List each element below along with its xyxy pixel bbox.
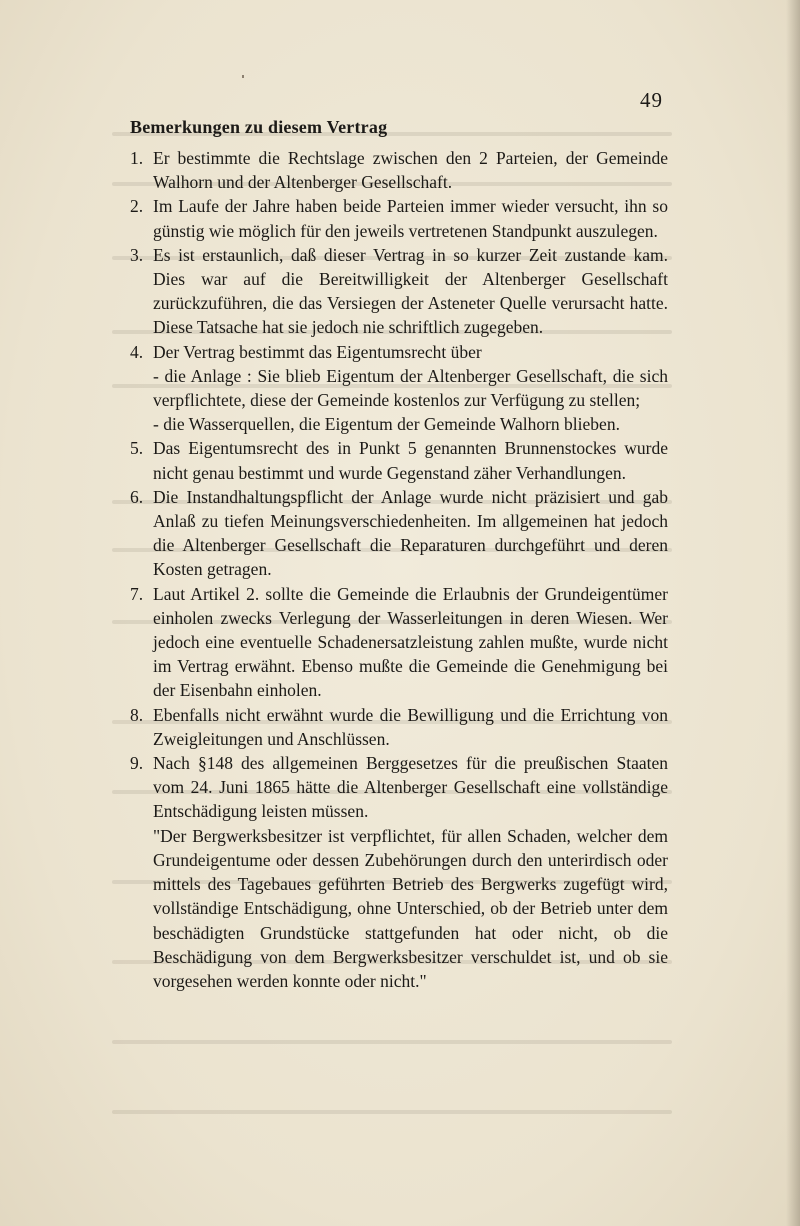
item-number: 2.: [130, 196, 144, 217]
item-text: Laut Artikel 2. sollte die Gemeinde die Erlaubnis der Grundeigentümer einholen zwecks Verlegung der Wasserleitungen in deren Wiesen. Wer jedoch eine eventuelle Schadenersatzleistung zahlen mußte, wurde nicht im Vertrag erwähnt. Ebenso mußte die Gemeinde die Genehmigung bei der Eisenbahn einholen.: [153, 583, 668, 701]
item-number: 7.: [130, 583, 144, 604]
item-number: 6.: [130, 486, 144, 507]
law-quotation: "Der Bergwerksbesitzer ist verpflichtet, für allen Schaden, welcher dem Grundeigentume oder dessen Zubehörungen durch den unterirdisch oder mittels des Tagebaues geführten Betrieb des Bergwerks zugefügt wird, vollständige Entschädigung, ohne Unterschied, ob der Betrieb unter dem beschädigten Grundstücke stattgefunden hat oder nicht, ob die Beschädigung von dem Bergwerksbesitzer verschuldet ist, und ob sie vorgesehen werden konnte oder nicht.": [153, 825, 668, 991]
item-subpoint: - die Anlage : Sie blieb Eigentum der Altenberger Gesellschaft, die sich verpflichtete, diese der Gemeinde kostenlos zur Verfügung zu stellen;: [153, 365, 668, 411]
item-text: Ebenfalls nicht erwähnt wurde die Bewilligung und die Errichtung von Zweigleitungen und Anschlüssen.: [153, 704, 668, 749]
item-text: Nach §148 des allgemeinen Berggesetzes für die preußischen Staaten vom 24. Juni 1865 hätte die Altenberger Gesellschaft eine vollständige Entschädigung leisten müssen.: [153, 753, 668, 822]
section-heading: Bemerkungen zu diesem Vertrag: [130, 117, 388, 137]
page-edge-shadow: [786, 0, 800, 1226]
item-number: 1.: [130, 148, 144, 168]
list-item: [130, 436, 668, 484]
item-number: 5.: [130, 438, 144, 459]
list-item: [130, 485, 668, 582]
item-number: 3.: [130, 244, 144, 265]
item-text: Die Instandhaltungspflicht der Anlage wurde nicht präzisiert und gab Anlaß zu tiefen Meinungsverschiedenheiten. Im allgemeinen hat jedoch die Altenberger Gesellschaft die Reparaturen durchgeführt und deren Kosten getragen.: [153, 486, 668, 580]
list-item: [130, 703, 668, 751]
list-item: [130, 243, 668, 340]
item-text: Der Vertrag bestimmt das Eigentumsrecht über: [153, 341, 482, 362]
remarks-list: [130, 146, 668, 993]
item-text: Das Eigentumsrecht des in Punkt 5 genannten Brunnenstockes wurde nicht genau bestimmt und wurde Gegenstand zäher Verhandlungen.: [153, 438, 668, 483]
item-number: 4.: [130, 341, 144, 362]
item-text: Er bestimmte die Rechtslage zwischen den 2 Parteien, der Gemeinde Walhorn und der Altenberger Gesellschaft.: [153, 148, 668, 193]
list-item: [130, 146, 668, 194]
list-item: [130, 751, 668, 824]
list-item: [130, 194, 668, 242]
page-number: 49: [640, 88, 663, 112]
item-text: Im Laufe der Jahre haben beide Parteien immer wieder versucht, ihn so günstig wie möglich für den jeweils vertretenen Standpunkt auszulegen.: [153, 196, 668, 241]
item-number: 8.: [130, 704, 144, 725]
dust-speck: [242, 75, 244, 78]
list-item: [130, 582, 668, 703]
item-subpoint: - die Wasserquellen, die Eigentum der Gemeinde Walhorn blieben.: [153, 414, 620, 435]
item-text: Es ist erstaunlich, daß dieser Vertrag in so kurzer Zeit zustande kam. Dies war auf die Bereitwilligkeit der Altenberger Gesellschaft zurückzuführen, die das Versiegen der Asteneter Quelle verursacht hatte. Diese Tatsache hat sie jedoch nie schriftlich zugegeben.: [153, 244, 668, 338]
item-number: 9.: [130, 753, 144, 774]
list-item: [130, 340, 668, 437]
